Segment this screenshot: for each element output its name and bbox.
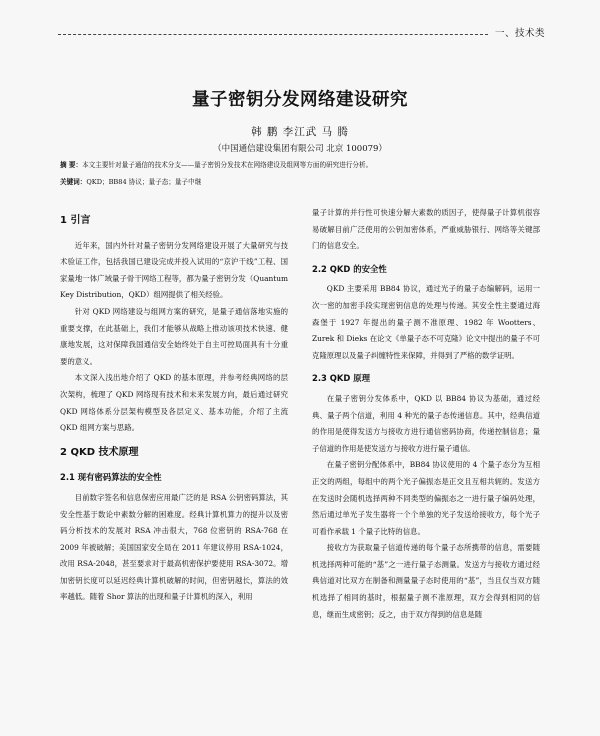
paper-title: 量子密钥分发网络建设研究 [192, 90, 408, 110]
left-column [60, 205, 288, 606]
header-rule [58, 34, 488, 35]
paragraph: 近年来，国内外针对量子密钥分发网络建设开展了大量研究与技术验证工作，包括我国已建设完成并投入试用的“京沪干线”工程、国家量地一体广域量子骨干网络工程等，都为量子密钥分发（Quantum Key Distribution，QKD）组网提供了相关经验。 [60, 240, 288, 300]
paper-authors: 韩 鹏 李江武 马 腾 [251, 126, 349, 138]
paragraph: 在量子密钥分发体系中，QKD 以 BB84 协议为基础，通过经典、量子两个信道，利用 4 种光的量子态传递信息。其中，经典信道的作用是使得发送方与接收方进行通信密码协商，传递控制信息；量子信道的作用是使发送方与接收方进行量子通信。 [312, 393, 540, 453]
subsection-heading-2-1: 2.1 现有密码算法的安全性 [60, 472, 162, 483]
right-column [312, 205, 540, 623]
paper-affiliation: （中国通信建设集团有限公司 北京 100079） [213, 144, 387, 154]
paragraph: 本文深入浅出地介绍了 QKD 的基本原理，并参考经典网络的层次架构，梳理了 QKD 网络现有技术和未来发展方向，最后通过研究 QKD 网络体系分层架构模型及各层定义、基本功能，介绍了主流 QKD 组网方案与思路。 [60, 373, 288, 433]
section-heading-qkd-principles: 2 QKD 技术原理 [60, 446, 139, 458]
subsection-heading-2-2: 2.2 QKD 的安全性 [312, 263, 387, 274]
paragraph: 量子计算的并行性可快速分解大素数的质因子，使得量子计算机很容易破解目前广泛使用的公钥加密体系，严重威胁银行、网络等关键部门的信息安全。 [312, 208, 540, 251]
section-heading-intro: 1 引言 [60, 215, 91, 226]
paragraph: QKD 主要采用 BB84 协议，通过光子的量子态编解码，运用一次一密的加密手段实现密钥信息的处理与传递。其安全性主要通过海森堡于 1927 年提出的量子测不准原理、1982 年 Wootters、Zurek 和 Dieks 在论文《单量子态不可克隆》论文中提出的量子不可克隆原理以及量子纠缠特性来保障，并得到了严格的数学证明。 [312, 284, 540, 360]
keywords [60, 177, 540, 188]
paragraph: 接收方为获取量子信道传递的每个量子态所携带的信息，需要随机选择两种可能的“基”之一进行量子态测量。发送方与接收方通过经典信道对比双方在制备和测量量子态时使用的“基”，当且仅当双方随机选择了相同的基时，根据量子测不准原理，双方会得到相同的信息，继而生成密钥；反之，由于双方得到的信息是随 [312, 543, 540, 619]
abstract [60, 160, 540, 171]
keywords-text: QKD；BB84 协议；量子态；量子中继 [86, 178, 202, 186]
keywords-label: 关键词： [60, 178, 87, 186]
subsection-heading-2-3: 2.3 QKD 原理 [312, 373, 370, 384]
paragraph: 在量子密钥分配体系中，BB84 协议使用的 4 个量子态分为互相正交的两组，每组中的两个光子偏振态是正交且互相共轭的。发送方在发送时会随机选择两种不同类型的偏振态之一进行量子编码处理，然后通过单光子发生器将一个个单独的光子发送给接收方，每个光子可看作承载 1 个量子比特的信息。 [312, 460, 540, 536]
section-category-label: 一、技术类 [495, 28, 546, 39]
paragraph: 针对 QKD 网络建设与组网方案的研究，是量子通信落地实施的重要支撑，在此基础上，我们才能够从战略上推动该项技术快速、健康地发展，这对保障我国通信安全始终处于自主可控局面具有十分重要的意义。 [60, 306, 288, 366]
abstract-text: 本文主要针对量子通信的技术分支——量子密钥分发技术在网络建设及组网等方面的研究进行分析。 [82, 161, 373, 169]
abstract-label: 摘 要： [60, 161, 83, 169]
paragraph: 目前数字签名和信息保密应用最广泛的是 RSA 公钥密码算法，其安全性基于数论中素数分解的困难度。经典计算机算力的提升以及密码分析技术的发展对 RSA 冲击很大，768 位密钥的 RSA-768 在 2009 年被破解；美国国家安全局在 2011 年建议停用 RSA-1024，改用 RSA-2048，甚至要求对于最高机密保护要使用 RSA-3072。增加密钥长度可以延迟经典计算机破解的时间，但密钥越长，算法的效率越低。随着 Shor 算法的出现和量子计算机的深入，利用 [60, 492, 288, 602]
